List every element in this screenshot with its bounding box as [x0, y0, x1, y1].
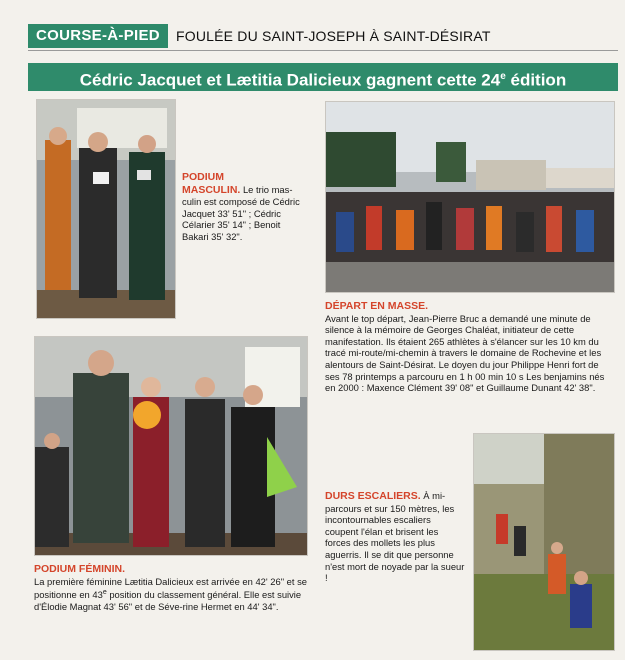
caption-body: Le trio mas-culin est composé de Cédric Jacquet 33' 51" ; Cédric Célarier 35' 14" ; Benoit Bakari 35' 32". [182, 183, 300, 242]
photo-depart-en-masse [325, 101, 615, 293]
caption-body: À mi-parcours et sur 150 mètres, les incontournables escaliers coupent l'élan et brisent les forces des mollets les plus aguerris. Il se dit que personne n'est mort de noyade par la sueur ! [325, 490, 465, 584]
caption-podium-feminin [34, 564, 310, 613]
caption-body-end: position du classement général. Elle est suivie d'Élodie Magnat 43' 56" et de Séve-rine Hermet en 44' 34". [34, 589, 302, 612]
caption-podium-masculin [182, 172, 308, 243]
section-subtitle: FOULÉE DU SAINT-JOSEPH À SAINT-DÉSIRAT [176, 28, 491, 44]
caption-body: La première féminine Lætitia Dalicieux est arrivée en 42' 26" et se positionne en 43 [34, 575, 307, 601]
headline [28, 63, 618, 91]
headline-ordinal: e [500, 71, 506, 82]
photo-podium-masculin [36, 99, 176, 319]
photo-durs-escaliers [473, 433, 615, 651]
photo-podium-feminin [34, 336, 308, 556]
caption-durs-escaliers [325, 490, 465, 584]
section-label: COURSE-À-PIED [28, 24, 168, 48]
headline-text: Cédric Jacquet et Lætitia Dalicieux gagnent cette 24 [79, 70, 501, 90]
caption-title: DURS ESCALIERS. [325, 490, 421, 502]
rubric-bar [28, 24, 618, 51]
caption-body: Avant le top départ, Jean-Pierre Bruc a demandé une minute de silence à la mémoire de Georges Chaléat, initiateur de cette manifestation. Ils étaient 265 athlètes à s'élancer sur les 10 km du tracé mi-route/mi-chemin à travers le domaine de Rochevine et les alentours de Saint-Désirat. Le doyen du jour Philippe Henri fort de ses 78 printemps a parcouru en 1 h 00 min 10 s Les benjamins nés en 2000 : Maxence Clément 39' 08" et Guillaume Dunant 42' 38". [325, 312, 605, 394]
caption-title-line2: MASCULIN. [182, 183, 241, 196]
caption-depart-en-masse [325, 301, 613, 394]
caption-title: DÉPART EN MASSE. [325, 300, 429, 312]
caption-title: PODIUM FÉMININ. [34, 563, 125, 575]
headline-text-end: édition [505, 70, 567, 90]
caption-sup: e [102, 589, 107, 597]
caption-title: PODIUM [182, 171, 224, 183]
